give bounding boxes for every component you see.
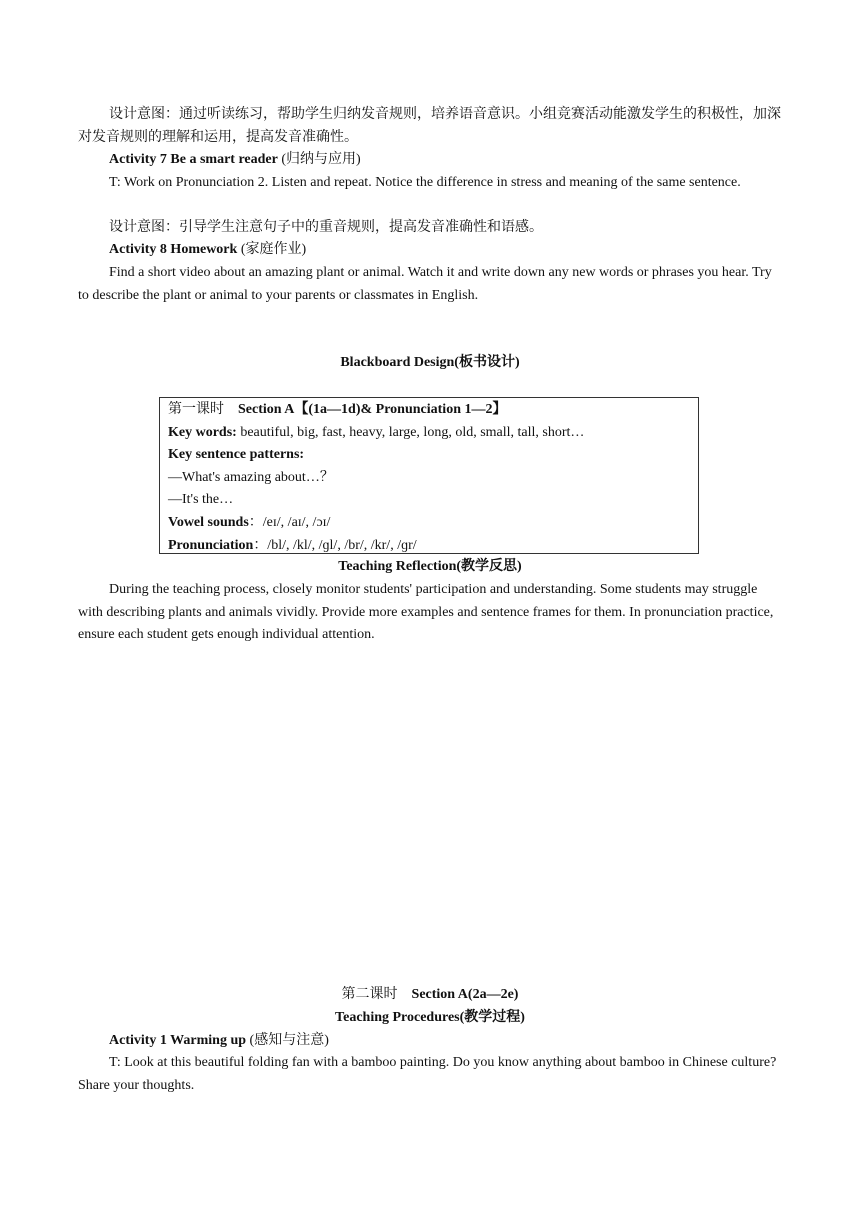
activity-8-subtitle: (家庭作业) bbox=[237, 242, 307, 257]
activity-1-title: Activity 1 Warming up bbox=[109, 1033, 247, 1048]
activity-1-heading bbox=[78, 1030, 782, 1053]
teaching-reflection-heading: Teaching Reflection(教学反思) bbox=[338, 559, 522, 574]
activity-7-text: T: Work on Pronunciation 2. Listen and repeat. Notice the difference in stress and meaning of the same sentence. bbox=[109, 175, 741, 190]
board-vowel-values: ：/eɪ/, /aɪ/, /ɔɪ/ bbox=[248, 514, 331, 530]
lesson-2-label: 第二课时 bbox=[341, 987, 398, 1002]
lesson-2-heading bbox=[78, 984, 782, 1007]
activity-7-subtitle: (归纳与应用) bbox=[277, 152, 361, 167]
board-pattern-2: —It's the… bbox=[168, 492, 234, 508]
activity-7-title: Activity 7 Be a smart reader bbox=[109, 152, 278, 167]
board-key-words-line bbox=[168, 422, 698, 445]
teaching-procedures-heading: Teaching Procedures(教学过程) bbox=[335, 1010, 525, 1025]
activity-7-heading bbox=[78, 149, 782, 172]
board-key-sentence-label: Key sentence patterns: bbox=[168, 447, 305, 463]
activity-1-text: T: Look at this beautiful folding fan with a bamboo painting. Do you know anything about bamboo in Chinese culture? Share your thoughts. bbox=[78, 1055, 777, 1093]
board-vowel-label: Vowel sounds bbox=[168, 514, 249, 530]
blackboard-design-heading: Blackboard Design(板书设计) bbox=[340, 355, 520, 370]
board-pronunciation-line bbox=[168, 535, 698, 558]
lesson-2-section: Section A(2a—2e) bbox=[411, 987, 519, 1002]
board-lesson-label: 第一课时 bbox=[168, 402, 224, 417]
design-intent-paragraph-2: 设计意图：引导学生注意句子中的重音规则，提高发音准确性和语感。 bbox=[109, 220, 543, 235]
activity-8-title: Activity 8 Homework bbox=[109, 242, 238, 257]
board-vowel-line bbox=[168, 512, 698, 535]
board-key-words-label: Key words: bbox=[168, 424, 237, 440]
activity-8-text: Find a short video about an amazing plant or animal. Watch it and write down any new words or phrases you hear. Try to describe the plant or animal to your parents or classmates in English. bbox=[78, 265, 772, 303]
board-lesson-line bbox=[168, 399, 698, 422]
board-key-words: beautiful, big, fast, heavy, large, long, old, small, tall, short… bbox=[236, 424, 585, 440]
board-section: Section A【(1a—1d)& Pronunciation 1—2】 bbox=[238, 402, 507, 417]
activity-1-subtitle: (感知与注意) bbox=[246, 1033, 329, 1048]
board-pronunciation-label: Pronunciation bbox=[168, 537, 254, 553]
activity-8-heading bbox=[78, 239, 782, 262]
blackboard-design-box bbox=[159, 397, 699, 554]
board-pattern-1: —What's amazing about…？ bbox=[168, 469, 334, 485]
teaching-reflection-text: During the teaching process, closely monitor students' participation and understanding. Some students may struggle with describing plants and animals vividly. Provide more examples and sentence frames for them. In pronunciation practice, ensure each student gets enough individual attention. bbox=[78, 582, 774, 642]
board-pronunciation-values: ：/bl/, /kl/, /ɡl/, /br/, /kr/, /ɡr/ bbox=[253, 537, 417, 553]
design-intent-paragraph-1: 设计意图：通过听读练习，帮助学生归纳发音规则，培养语音意识。小组竞赛活动能激发学生的积极性，加深对发音规则的理解和运用，提高发音准确性。 bbox=[78, 107, 781, 145]
